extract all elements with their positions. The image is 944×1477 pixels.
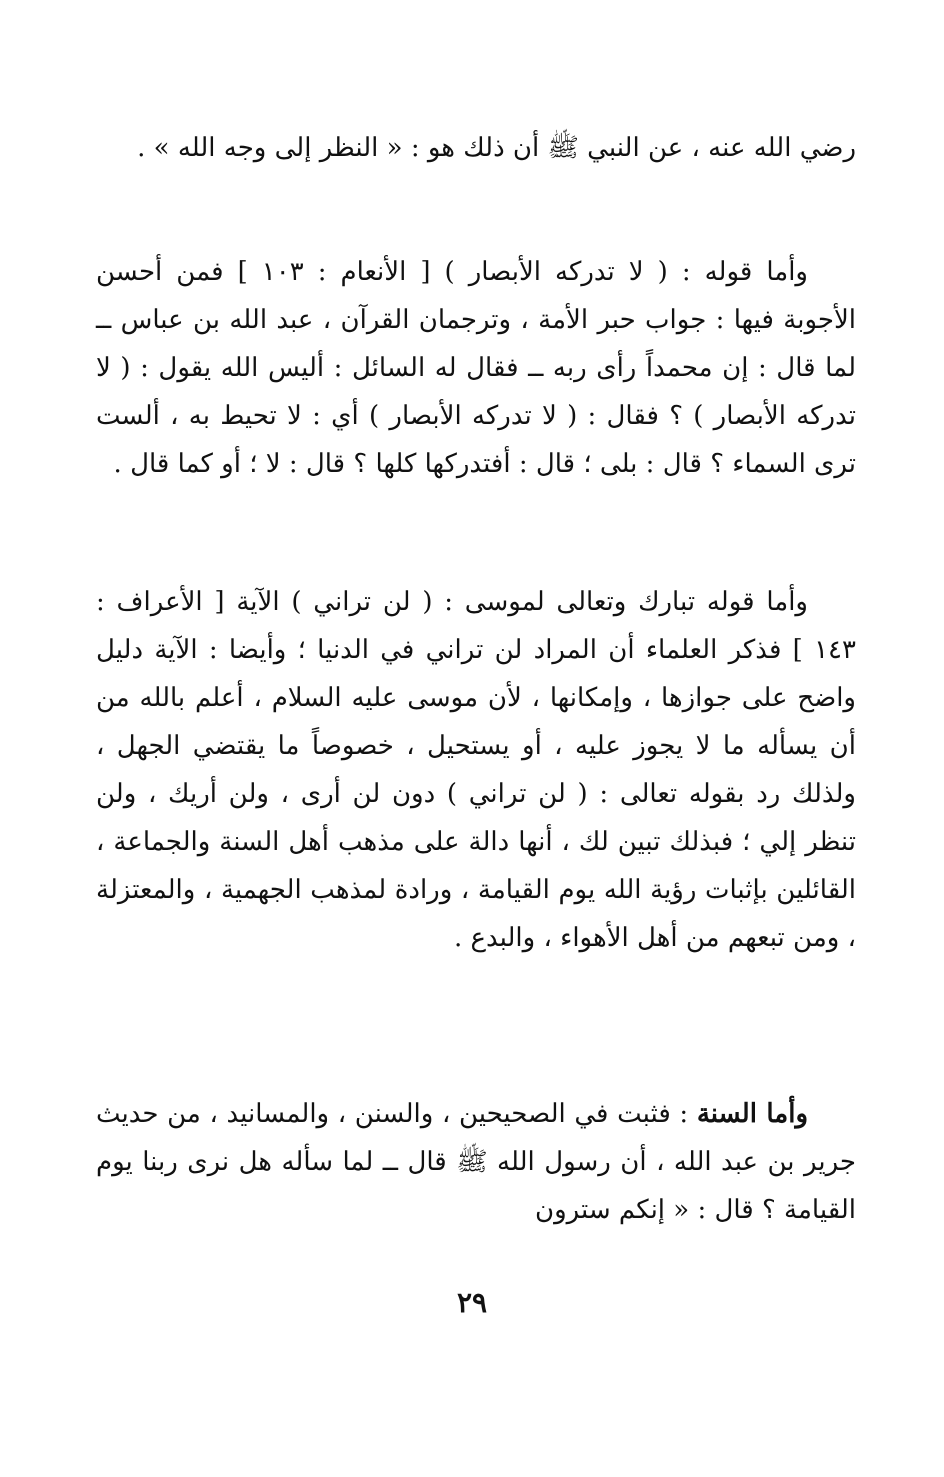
paragraph-sunnah — [96, 1090, 856, 1234]
paragraph-text: وأما قوله تبارك وتعالى لموسى : ( لن تراني ) الآية [ الأعراف : ١٤٣ ] فذكر العلماء أن المراد لن تراني في الدنيا ؛ وأيضا : الآية دليل واضح على جوازها ، وإمكانها ، لأن موسى عليه السلام ، أعلم بالله من أن يسأله ما لا يجوز عليه ، أو يستحيل ، خصوصاً ما يقتضي الجهل ، ولذلك رد بقوله تعالى : ( لن تراني ) دون لن أرى ، ولن أريك ، ولن تنظر إلي ؛ فبذلك تبين لك ، أنها دالة على مذهب أهل السنة والجماعة ، القائلين بإثبات رؤية الله يوم القيامة ، ورادة لمذهب الجهمية ، والمعتزلة ، ومن تبعهم من أهل الأهواء ، والبدع . — [96, 587, 856, 953]
page-number: ٢٩ — [456, 1286, 488, 1319]
section-heading-sunnah: وأما السنة — [696, 1099, 808, 1129]
paragraph-text: وأما قوله : ( لا تدركه الأبصار ) [ الأنعام : ١٠٣ ] فمن أحسن الأجوبة فيها : جواب حبر الأمة ، وترجمان القرآن ، عبد الله بن عباس ــ لما قال : إن محمداً رأى ربه ــ فقال له السائل : أليس الله يقول : ( لا تدركه الأبصار ) ؟ فقال : ( لا تدركه الأبصار ) أي : لا تحيط به ، ألست ترى السماء ؟ قال : بلى ؛ قال : أفتدركها كلها ؟ قال : لا ؛ أو كما قال . — [96, 257, 856, 479]
paragraph-continuation — [96, 124, 856, 172]
paragraph-body: : فثبت في الصحيحين ، والسنن ، والمسانيد ، من حديث جرير بن عبد الله ، أن رسول الله ﷺ قال ــ لما سأله هل نرى ربنا يوم القيامة ؟ قال : « إنكم سترون — [96, 1099, 856, 1225]
paragraph-text: رضي الله عنه ، عن النبي ﷺ أن ذلك هو : « النظر إلى وجه الله » . — [137, 133, 856, 163]
paragraph-la-tudrikuhu — [96, 248, 856, 488]
paragraph-lan-tarani — [96, 578, 856, 962]
paragraph-text — [96, 1090, 856, 1234]
